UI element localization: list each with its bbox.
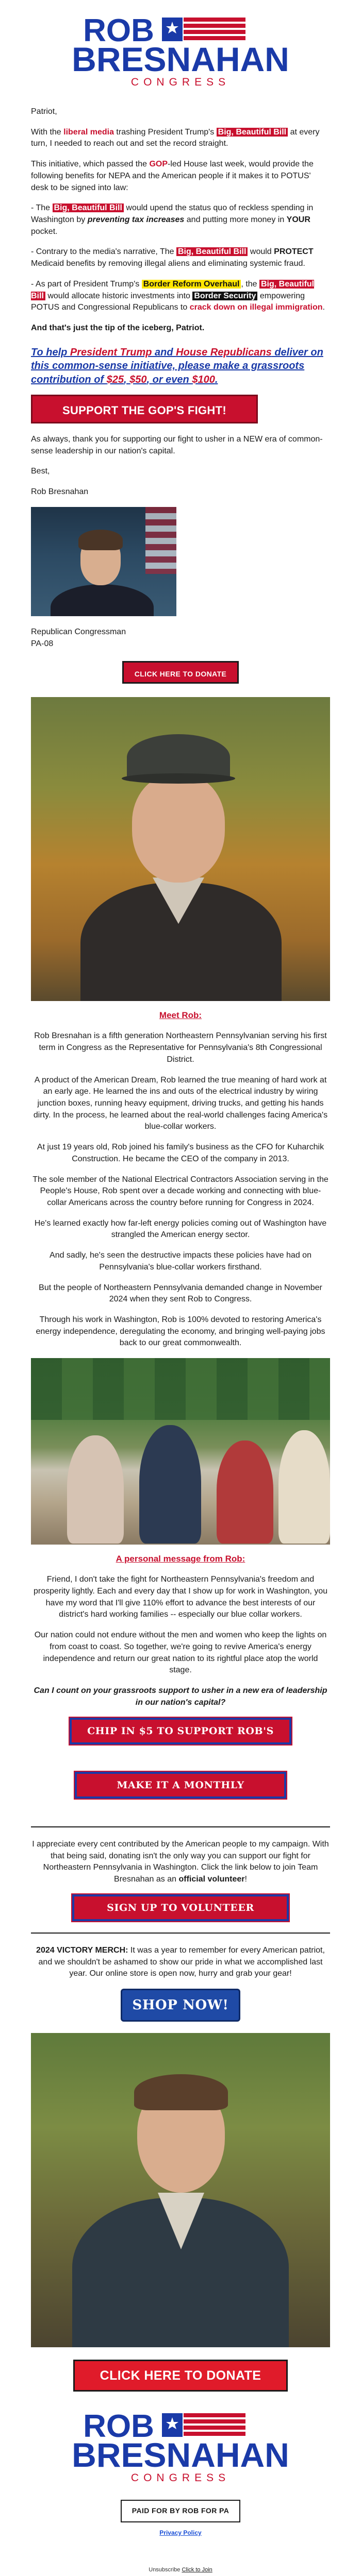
rob-bresnahan-logo [62,2403,299,2485]
shop-now-button[interactable]: SHOP NOW! [121,1989,240,2022]
flag-icon [162,2413,245,2437]
chip-in-5-button[interactable]: CHIP IN $5 TO SUPPORT ROB'S MISSION [70,1718,291,1744]
support-question: Can I count on your grassroots support to usher in a new era of leadership in our nation's capital? [34,1686,327,1707]
paragraph-spending: - The Big, Beautiful Bill would upend the status quo of reckless spending in Washington by preventing tax increases and putting more money in YOUR pocket. [31,204,314,236]
paragraph-iceberg: And that's just the tip of the iceberg, Patriot. [31,324,205,333]
paid-for-disclaimer: PAID FOR BY ROB FOR PA [121,2500,240,2522]
logo-main-line: BRESNAHAN [72,2435,289,2474]
volunteer-button[interactable]: SIGN UP TO VOLUNTEER [72,1894,289,1921]
privacy-policy-link[interactable]: Privacy Policy [159,2529,202,2536]
letter [0,95,361,684]
greeting: Patriot, [31,107,57,116]
paragraph-border: - As part of President Trump's Border Reform Overhaul , the Big, Beautiful Bill would allocate historic investments into Border Security empowering POTUS and Congressional Republicans to crack down on illegal immigration. [31,279,325,312]
volunteer-section [0,1839,361,1886]
logo-top-line: ROB [83,13,154,48]
bio-paragraph: Rob Bresnahan is a fifth generation Northeastern Pennsylvanian serving his first term in Congress as the Representative for Pennsylvania's 8th Congressional District. [34,1031,327,1064]
paragraph-thanks: As always, thank you for supporting our fight to usher in a NEW era of common-sense leadership in our nation's capital. [31,434,323,455]
contribution-appeal-link[interactable]: To help President Trump and House Republicans deliver on this common-sense initiative, please make a grassroots contribution of $25, $50, or even $100. [31,346,323,385]
divider [31,1933,330,1934]
merch-paragraph: 2024 VICTORY MERCH: It was a year to remember for every American patriot, and we shouldn't be ashamed to show our pride in what we accomplished last year. Our online store is open now, hurry and grab your gear! [36,1945,325,1978]
meet-rob-heading: Meet Rob: [159,1010,202,1021]
rob-outdoor-photo [31,2033,330,2347]
bio-paragraph: Through his work in Washington, Rob is 100% devoted to restoring America's energy independence, deregulating the economy, and bringing well-paying jobs back to our great commonwealth. [36,1315,325,1348]
bio-paragraph: At just 19 years old, Rob joined his family's business as the CFO for Kuharchik Construction. He became the CEO of the company in 2013. [37,1143,324,1163]
donate-button-small[interactable]: CLICK HERE TO DONATE [122,661,239,684]
paragraph-initiative: This initiative, which passed the GOP-led House last week, would provide the following benefits for NEPA and the American people if it makes it to POTUS' desk to be signed into law: [31,160,314,192]
personal-paragraph: Friend, I don't take the fight for Northeastern Pennsylvania's freedom and prosperity lightly. Each and every day that I show up for work in Washington, you have my word that I'll give 110% effort to advance the best interests of our district's hard working families -- especially our blue collar workers. [33,1575,328,1619]
unsubscribe-line: Unsubscribe Click to Join [149,2566,212,2573]
logo-sub-line: CONGRESS [130,2471,231,2484]
bio-paragraph: The sole member of the National Electrical Contractors Association serving in the People's House, Rob spent over a decade working and connecting with blue-collar Americans across the country before running for Congress in 2024. [32,1175,329,1208]
logo-top-line: ROB [83,2408,154,2444]
personal-message-heading: A personal message from Rob: [116,1554,245,1564]
personal-message-section [0,1553,361,1708]
title-congressman: Republican Congressman [31,627,126,636]
unsubscribe-link[interactable]: Click to Join [182,2566,212,2573]
rob-hero-photo [31,697,330,1001]
closing: Best, [31,467,50,476]
bio-paragraph: He's learned exactly how far-left energy policies coming out of Washington have strangled the American energy sector. [34,1218,327,1240]
donate-button-large[interactable]: CLICK HERE TO DONATE [73,2360,288,2392]
bio-paragraph: And sadly, he's seen the destructive impacts these policies have had on Pennsylvania's blue-collar workers firsthand. [50,1251,311,1272]
flag-icon [162,18,245,41]
logo-sub-line: CONGRESS [130,76,231,88]
rob-bresnahan-logo [62,7,299,90]
volunteer-paragraph: I appreciate every cent contributed by the American people to my campaign. With that being said, donating isn't the only way you can support our fight for Northeastern Pennsylvania in Washington. Click the link below to join Team Bresnahan as an official volunteer! [32,1839,329,1884]
paragraph-liberal-media: With the liberal media trashing President Trump's Big, Beautiful Bill at every turn, I needed to reach out and set the record straight. [31,127,320,148]
bio-paragraph: A product of the American Dream, Rob learned the true meaning of hard work at an early age. He learned the ins and outs of the electrical industry by wiring junction boxes, running heavy equipment, driving trucks, and getting his hands dirty. In the process, he learned about the real-world challenges facing America's blue-collar workers. [33,1075,328,1131]
monthly-donation-button[interactable]: MAKE IT A MONTHLY DONATION! [75,1772,286,1799]
personal-paragraph: Our nation could not endure without the men and women who keep the lights on from coast to coast. So together, we're going to revive America's energy independence and return our great nation to its rightful place atop the world stage. [34,1631,327,1675]
paragraph-medicaid: - Contrary to the media's narrative, The Big, Beautiful Bill would PROTECT Medicaid benefits by removing illegal aliens and eliminating systemic fraud. [31,247,314,268]
meet-rob-section [0,1009,361,1349]
signature-name: Rob Bresnahan [31,487,89,497]
logo-top[interactable] [0,0,361,95]
community-event-photo [31,1358,330,1545]
logo-bottom[interactable] [0,2399,361,2490]
title-district: PA-08 [31,639,54,648]
merch-section [0,1945,361,1980]
divider [31,1826,330,1827]
support-gop-fight-button[interactable]: SUPPORT THE GOP'S FIGHT! [31,395,258,423]
rob-portrait-photo [31,507,176,616]
bio-paragraph: But the people of Northeastern Pennsylvania demanded change in November 2024 when they sent Rob to Congress. [39,1283,322,1304]
logo-main-line: BRESNAHAN [72,40,289,78]
